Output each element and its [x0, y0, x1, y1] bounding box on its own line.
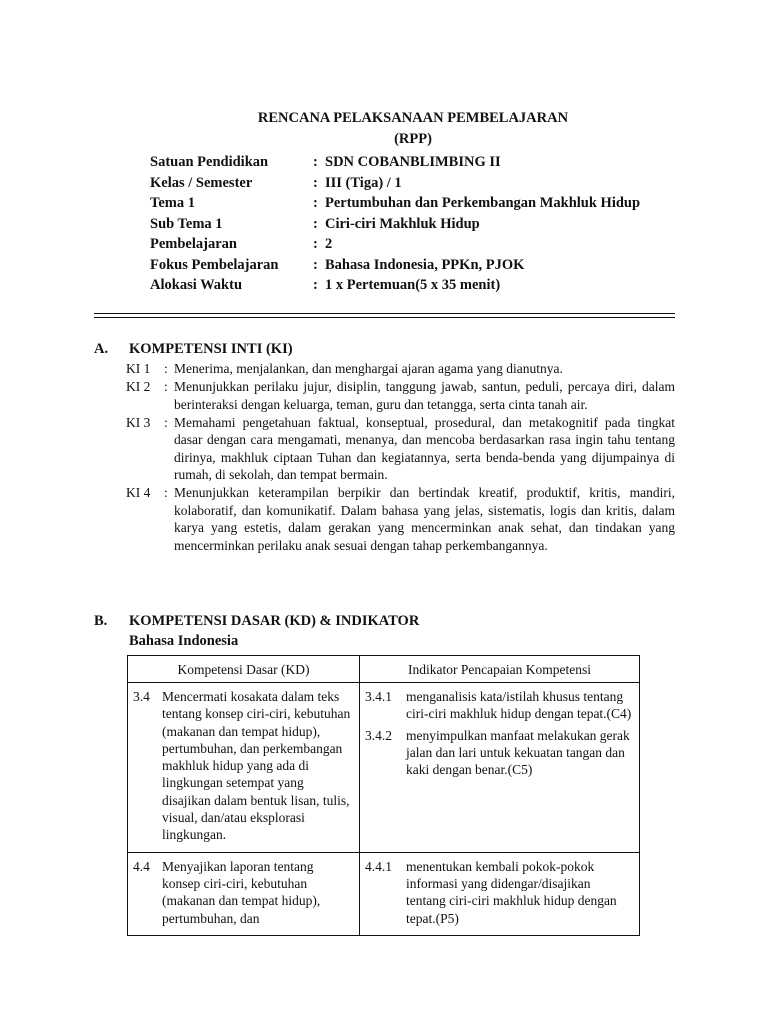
ki-colon: : — [164, 414, 168, 430]
ki-code: KI 2 — [126, 379, 151, 394]
ki-code: KI 3 — [126, 414, 151, 430]
meta-label: Sub Tema 1 — [150, 215, 223, 232]
ki-list — [126, 360, 675, 555]
meta-colon: : — [313, 195, 318, 211]
kd-indicator-table — [127, 655, 640, 936]
kd-number: 3.4 — [133, 689, 150, 704]
kd-text: Menyajikan laporan tentang konsep ciri-ciri, kebutuhan (makanan dan tempat hidup), pertumbuhan, dan — [162, 858, 321, 926]
indicator-text: menyimpulkan manfaat melakukan gerak jalan dan lari untuk kekuatan tangan dan kaki dengan benar.(C5) — [406, 727, 630, 778]
meta-colon: : — [313, 236, 318, 252]
ki-code: KI 1 — [126, 361, 151, 376]
indicator-cell — [360, 852, 640, 935]
meta-row — [150, 234, 640, 255]
meta-label: Kelas / Semester — [150, 174, 253, 191]
meta-label: Tema 1 — [150, 195, 195, 211]
ki-text: Menunjukkan keterampilan berpikir dan bertindak kreatif, produktif, kritis, mandiri, kolaboratif, dan komunikatif. Dalam bahasa yang jelas, sistematis, logis dan kritis, dalam karya yang estetis, dalam gerakan yang mencerminkan anak sehat, dan tindakan yang mencerminkan perilaku anak sesuai dengan tahap perkembangannya. — [174, 485, 675, 553]
meta-colon: : — [313, 277, 318, 293]
indicator-number: 4.4.1 — [365, 858, 392, 874]
indicator-text: menganalisis kata/istilah khusus tentang ciri-ciri makhluk hidup dengan tepat.(C4) — [406, 689, 632, 722]
identity-block — [150, 152, 640, 296]
meta-colon: : — [313, 154, 318, 170]
ki-colon: : — [164, 361, 168, 376]
indicator-text: menentukan kembali pokok-pokok informasi yang didengar/disajikan tentang ciri-ciri makhluk hidup dengan tepat.(P5) — [406, 858, 617, 926]
document-title: RENCANA PELAKSANAAN PEMBELAJARAN — [257, 110, 569, 126]
ki-text: Menunjukkan perilaku jujur, disiplin, tanggung jawab, santun, peduli, percaya diri, dalam berinteraksi dengan keluarga, teman, guru dan tetangga, serta cinta tanah air. — [174, 379, 675, 412]
meta-value: SDN COBANBLIMBING II — [325, 154, 501, 170]
meta-row — [150, 214, 640, 235]
section-a-title: KOMPETENSI INTI (KI) — [129, 341, 293, 357]
ki-text: Menerima, menjalankan, dan menghargai ajaran agama yang dianutnya. — [174, 361, 563, 376]
ki-text: Memahami pengetahuan faktual, konseptual, prosedural, dan metakognitif pada tingkat dasar dengan cara mengamati, menanya, dan mencoba berdasarkan rasa ingin tahu tentang dirinya, makhluk ciptaan Tuhan dan kegiatannya, serta benda-benda yang dijumpainya di rumah, di sekolah, dan tempat bermain. — [174, 414, 675, 482]
meta-label: Pembelajaran — [150, 236, 237, 252]
meta-label: Fokus Pembelajaran — [150, 256, 279, 273]
column-header-kd: Kompetensi Dasar (KD) — [128, 656, 360, 683]
indicator-number: 3.4.2 — [365, 727, 392, 743]
kd-cell — [128, 683, 360, 853]
meta-label: Satuan Pendidikan — [150, 154, 269, 170]
meta-row — [150, 193, 640, 214]
indicator-cell — [360, 683, 640, 853]
indicator-entry — [365, 858, 633, 927]
document-subtitle: (RPP) — [394, 131, 432, 147]
divider-line — [94, 313, 675, 314]
column-header-indicator: Indikator Pencapaian Kompetensi — [360, 656, 640, 683]
table-row — [128, 852, 640, 935]
divider-line — [94, 317, 675, 318]
subject-heading: Bahasa Indonesia — [129, 633, 239, 649]
meta-colon: : — [313, 256, 318, 273]
meta-value: 2 — [325, 236, 333, 252]
meta-row — [150, 173, 640, 194]
ki-item — [126, 414, 675, 484]
section-b-letter: B. — [94, 613, 108, 629]
kd-text: Mencermati kosakata dalam teks tentang konsep ciri-ciri, kebutuhan (makanan dan tempat hidup), pertumbuhan, dan perkembangan makhluk hidup yang ada di lingkungan setempat yang disajikan dalam bentuk lisan, tulis, visual, dan/atau eksplorasi lingkungan. — [162, 689, 351, 843]
ki-item — [126, 484, 675, 554]
meta-value: Pertumbuhan dan Perkembangan Makhluk Hidup — [325, 195, 641, 211]
ki-item — [126, 360, 675, 378]
section-b-title: KOMPETENSI DASAR (KD) & INDIKATOR — [129, 613, 420, 629]
kd-entry — [133, 688, 353, 844]
meta-value: Ciri-ciri Makhluk Hidup — [325, 215, 480, 232]
meta-row — [150, 255, 640, 276]
section-a-letter: A. — [94, 341, 109, 357]
ki-colon: : — [164, 379, 168, 394]
meta-colon: : — [313, 215, 318, 232]
meta-row — [150, 275, 640, 296]
ki-colon: : — [164, 485, 168, 500]
kd-number: 4.4 — [133, 858, 150, 874]
ki-code: KI 4 — [126, 485, 151, 500]
meta-row — [150, 152, 640, 173]
table-header-row — [128, 656, 640, 683]
ki-item — [126, 378, 675, 413]
meta-colon: : — [313, 174, 318, 191]
kd-cell — [128, 852, 360, 935]
indicator-entry — [365, 727, 633, 779]
indicator-number: 3.4.1 — [365, 689, 392, 704]
meta-value: 1 x Pertemuan(5 x 35 menit) — [325, 277, 501, 293]
kd-entry — [133, 858, 353, 927]
meta-value: Bahasa Indonesia, PPKn, PJOK — [325, 256, 525, 273]
meta-value: III (Tiga) / 1 — [325, 174, 402, 191]
meta-label: Alokasi Waktu — [150, 277, 243, 293]
indicator-entry — [365, 688, 633, 723]
table-row — [128, 683, 640, 853]
